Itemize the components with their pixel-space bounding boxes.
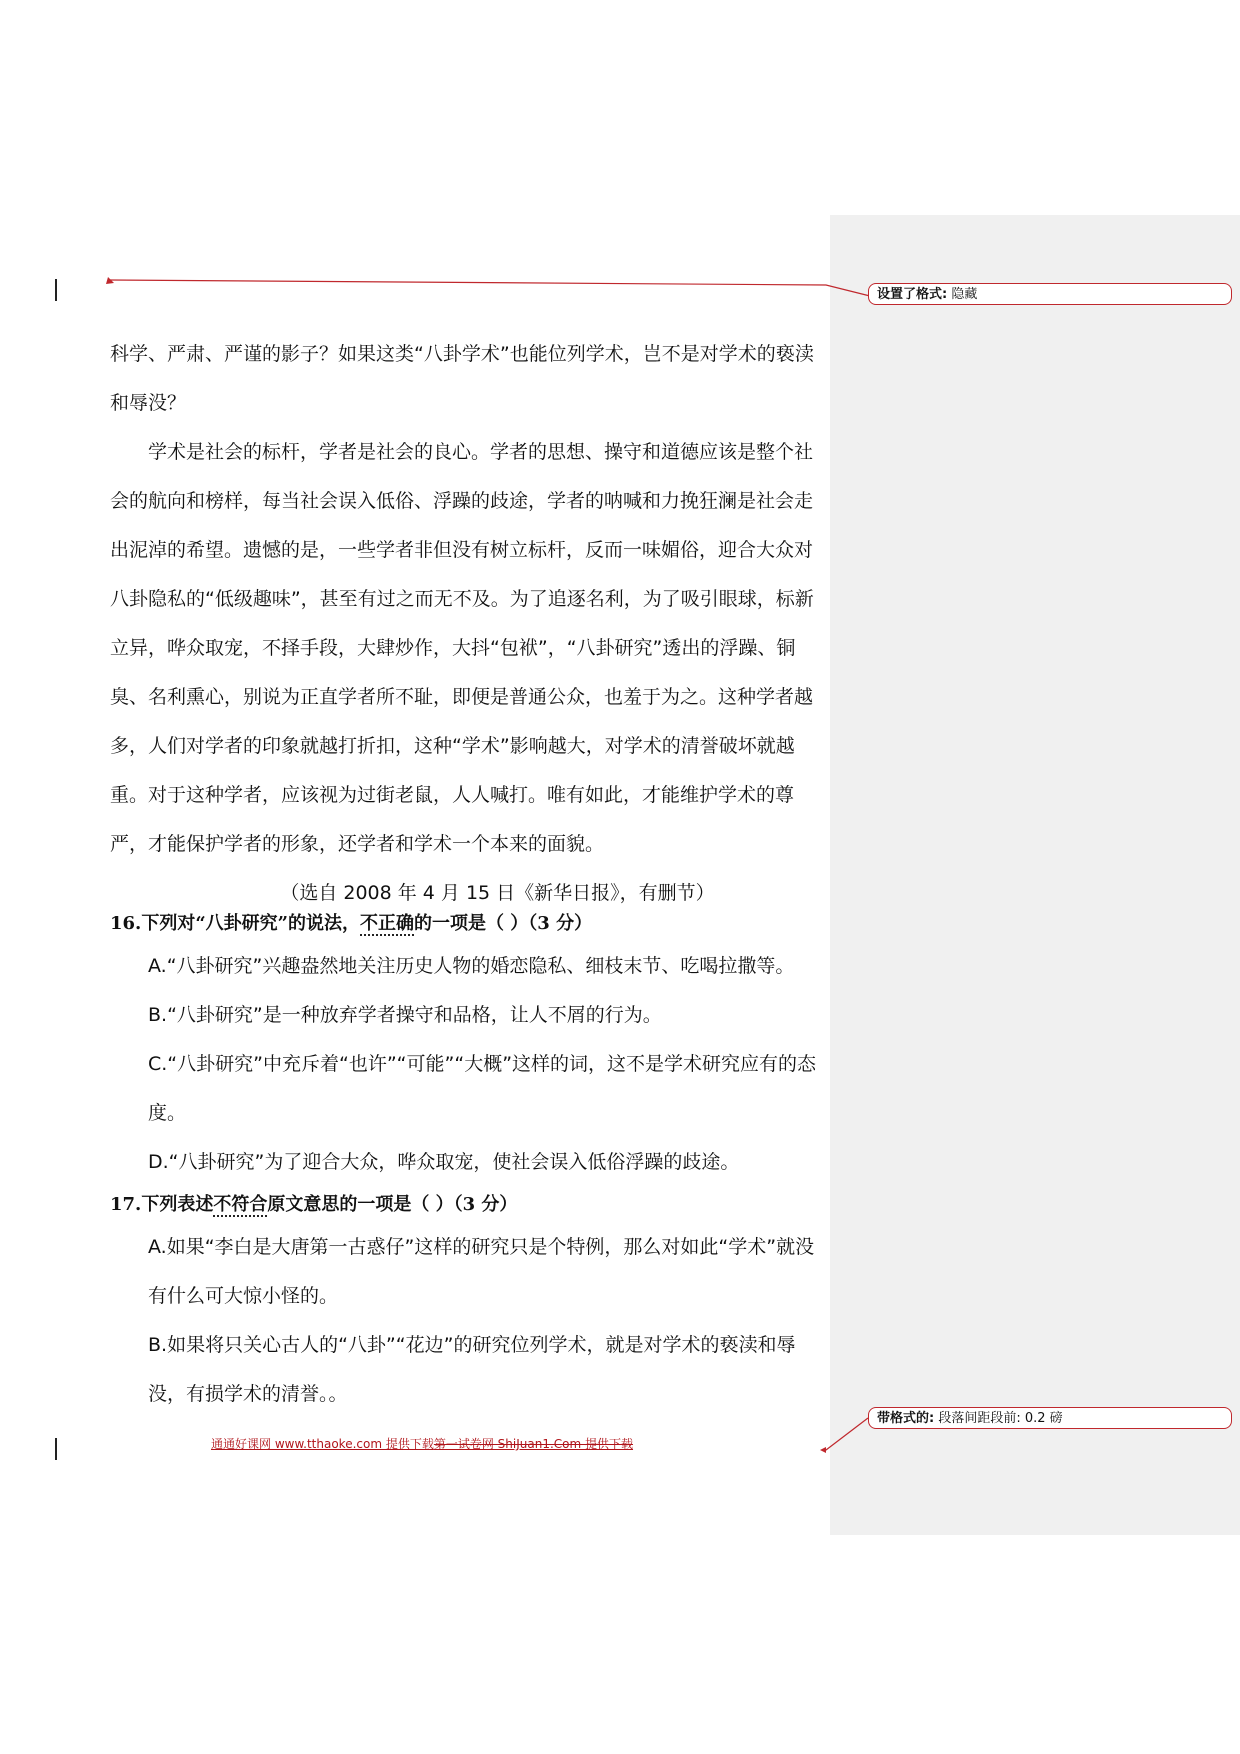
comment-value: 段落间距段前: 0.2 磅 (934, 1411, 1063, 1426)
q16-option-c: C.“八卦研究”中充斥着“也许”“可能”“大概”这样的词，这不是学术研究应有的态度。 (148, 1053, 817, 1124)
question-section (110, 906, 825, 1419)
emphasis-mark: 不符合 (213, 1194, 268, 1215)
question-16-stem: 16.下列对“八卦研究”的说法，不正确的一项是（ ）（3 分） (110, 913, 593, 934)
q16-option-d: D.“八卦研究”为了迎合大众，哗众取宠，使社会误入低俗浮躁的歧途。 (148, 1151, 740, 1173)
footer-site-1[interactable]: 通通好课网 www.tthaoke.com 提供下载 (211, 1437, 434, 1451)
page-footer[interactable] (211, 1435, 633, 1452)
q16-option-a: A.“八卦研究”兴趣盎然地关注历史人物的婚恋隐私、细枝末节、吃喝拉撒等。 (148, 955, 795, 977)
comment-label: 带格式的: (877, 1411, 935, 1426)
comment-balloon-paragraph[interactable] (868, 1407, 1232, 1429)
comment-value: 隐藏 (947, 287, 978, 302)
paragraph-main: 学术是社会的标杆，学者是社会的良心。学者的思想、操守和道德应该是整个社会的航向和榜样，每当社会误入低俗、浮躁的歧途，学者的呐喊和力挽狂澜是社会走出泥淖的希望。遗憾的是，一些学者非但没有树立标杆，反而一味媚俗，迎合大众对八卦隐私的“低级趣味”，甚至有过之而无不及。为了追逐名利，为了吸引眼球，标新立异，哗众取宠，不择手段，大肆炒作，大抖“包袱”，“八卦研究”透出的浮躁、铜臭、名利熏心，别说为正直学者所不耻，即便是普通公众，也羞于为之。这种学者越多，人们对学者的印象就越打折扣，这种“学术”影响越大，对学术的清誉破坏就越重。对于这种学者，应该视为过街老鼠，人人喊打。唯有如此，才能维护学术的尊严，才能保护学者的形象，还学者和学术一个本来的面貌。 (110, 441, 814, 855)
paragraph-line: 和辱没？ (110, 392, 187, 414)
article-continuation (110, 330, 825, 918)
emphasis-mark: 不正确 (360, 913, 415, 934)
q16-option-b: B.“八卦研究”是一种放弃学者操守和品格，让人不屑的行为。 (148, 1004, 662, 1026)
question-17-stem: 17.下列表述不符合原文意思的一项是（ ）（3 分） (110, 1194, 518, 1215)
comment-label: 设置了格式: (877, 287, 948, 302)
paragraph-line: 科学、严肃、严谨的影子？如果这类“八卦学术”也能位列学术，岂不是对学术的亵渎 (110, 343, 814, 365)
q17-option-b: B.如果将只关心古人的“八卦”“花边”的研究位列学术，就是对学术的亵渎和辱没，有损学术的清誉。。 (148, 1334, 796, 1405)
footer-site-2[interactable]: 第一试卷网 ShiJuan1.Com 提供下载 (433, 1437, 634, 1451)
source-citation: （选自 2008 年 4 月 15 日《新华日报》，有删节） (280, 882, 715, 904)
q17-option-a: A.如果“李白是大唐第一古惑仔”这样的研究只是个特例，那么对如此“学术”就没有什么可大惊小怪的。 (148, 1236, 815, 1307)
comment-balloon-formatting[interactable] (868, 283, 1232, 305)
